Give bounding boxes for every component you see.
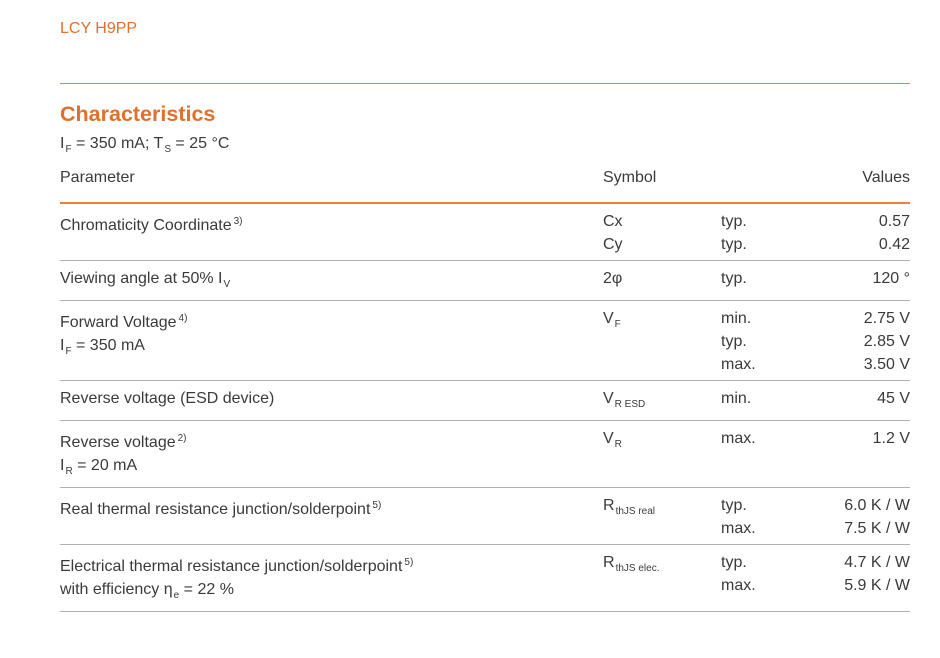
parameter-name: Forward Voltage xyxy=(60,314,177,331)
value: 120 ° xyxy=(872,270,910,287)
value: 7.5 K / W xyxy=(844,520,910,537)
condition-value: = 20 mA xyxy=(72,457,138,474)
table-row xyxy=(60,301,910,381)
symbol-subscript: F xyxy=(614,319,621,330)
value-kind: typ. xyxy=(721,497,747,514)
symbol-main: Cy xyxy=(603,236,623,253)
cond-current-value: = 350 mA; T xyxy=(71,135,164,152)
symbol-subscript: R xyxy=(614,439,622,450)
parameter-condition xyxy=(60,454,603,483)
parameter-cell xyxy=(60,488,603,545)
symbol-main: V xyxy=(603,310,614,327)
symbol-line xyxy=(603,233,721,256)
symbol-main: V xyxy=(603,390,614,407)
value-kind: typ. xyxy=(721,270,747,287)
value: 4.7 K / W xyxy=(844,554,910,571)
cond-temp-sub: S xyxy=(164,144,171,155)
table-row xyxy=(60,545,910,612)
parameter-name: Electrical thermal resistance junction/solderpoint xyxy=(60,558,403,575)
value: 0.42 xyxy=(878,236,910,253)
condition-value: = 350 mA xyxy=(71,337,145,354)
table-row xyxy=(60,488,910,545)
parameter-condition xyxy=(60,334,603,363)
value-cell xyxy=(811,488,910,545)
value-kind: typ. xyxy=(721,236,747,253)
parameter-name: Chromaticity Coordinate xyxy=(60,217,232,234)
header-divider xyxy=(60,83,910,84)
symbol-line xyxy=(603,267,721,290)
symbol-line xyxy=(603,551,721,580)
parameter-line xyxy=(60,387,603,410)
test-conditions xyxy=(60,135,229,155)
cond-current-symbol: I xyxy=(60,135,65,152)
value-kind: min. xyxy=(721,310,752,327)
table-row xyxy=(60,381,910,421)
kind-cell xyxy=(721,545,811,612)
value-kind: max. xyxy=(721,520,756,537)
parameter-cell xyxy=(60,261,603,301)
symbol-main: R xyxy=(603,554,615,571)
value: 0.57 xyxy=(878,213,910,230)
symbol-cell xyxy=(603,261,721,301)
table-body xyxy=(60,203,910,612)
value: 5.9 K / W xyxy=(844,577,910,594)
condition-symbol: with efficiency η xyxy=(60,581,173,598)
value: 6.0 K / W xyxy=(844,497,910,514)
symbol-subscript: R ESD xyxy=(614,399,646,410)
value: 3.50 V xyxy=(863,356,910,373)
condition-subscript: F xyxy=(65,346,72,357)
characteristics-table xyxy=(60,168,910,612)
header-values: Values xyxy=(862,169,910,186)
table-header-row xyxy=(60,168,910,203)
parameter-line xyxy=(60,494,603,521)
value: 2.85 V xyxy=(863,333,910,350)
symbol-line xyxy=(603,387,721,416)
value-kind: min. xyxy=(721,390,752,407)
kind-cell xyxy=(721,381,811,421)
symbol-line xyxy=(603,307,721,336)
condition-value: = 22 % xyxy=(179,581,234,598)
parameter-cell xyxy=(60,545,603,612)
value-kind: max. xyxy=(721,356,756,373)
symbol-cell xyxy=(603,488,721,545)
parameter-name: Viewing angle at 50% I xyxy=(60,270,223,287)
parameter-line xyxy=(60,551,603,578)
value-kind: max. xyxy=(721,430,756,447)
footnote-ref: 5) xyxy=(372,500,382,511)
parameter-cell xyxy=(60,381,603,421)
symbol-cell xyxy=(603,421,721,488)
value-cell xyxy=(811,203,910,261)
value-cell xyxy=(811,421,910,488)
symbol-main: V xyxy=(603,430,614,447)
parameter-cell xyxy=(60,301,603,381)
symbol-cell xyxy=(603,301,721,381)
parameter-line xyxy=(60,307,603,334)
value-kind: max. xyxy=(721,577,756,594)
footnote-ref: 2) xyxy=(177,433,187,444)
symbol-cell xyxy=(603,203,721,261)
symbol-cell xyxy=(603,545,721,612)
parameter-line xyxy=(60,427,603,454)
symbol-subscript: thJS elec. xyxy=(615,563,660,574)
parameter-cell xyxy=(60,203,603,261)
symbol-line xyxy=(603,494,721,523)
parameter-name: Real thermal resistance junction/solderpoint xyxy=(60,501,371,518)
value-kind: typ. xyxy=(721,213,747,230)
product-name: LCY H9PP xyxy=(60,20,138,37)
kind-cell xyxy=(721,421,811,488)
section-title: Characteristics xyxy=(60,102,216,126)
table-row xyxy=(60,421,910,488)
symbol-main: 2φ xyxy=(603,270,623,287)
header-parameter: Parameter xyxy=(60,169,135,186)
symbol-line xyxy=(603,427,721,456)
symbol-line xyxy=(603,210,721,233)
parameter-name: Reverse voltage xyxy=(60,434,176,451)
value-cell xyxy=(811,261,910,301)
footnote-ref: 3) xyxy=(233,216,243,227)
value: 45 V xyxy=(877,390,910,407)
value-kind: typ. xyxy=(721,554,747,571)
cond-temp-value: = 25 °C xyxy=(170,135,230,152)
table-row xyxy=(60,203,910,261)
value: 2.75 V xyxy=(863,310,910,327)
condition-subscript: R xyxy=(65,466,73,477)
parameter-condition xyxy=(60,578,603,607)
parameter-name: Reverse voltage (ESD device) xyxy=(60,390,275,407)
kind-cell xyxy=(721,301,811,381)
value: 1.2 V xyxy=(872,430,910,447)
value-cell xyxy=(811,301,910,381)
kind-cell xyxy=(721,488,811,545)
parameter-line xyxy=(60,210,603,237)
parameter-subscript: V xyxy=(223,279,231,290)
kind-cell xyxy=(721,261,811,301)
symbol-cell xyxy=(603,381,721,421)
footnote-ref: 5) xyxy=(404,557,414,568)
cond-current-sub: F xyxy=(65,144,72,155)
symbol-main: R xyxy=(603,497,615,514)
header-kind xyxy=(721,168,811,203)
condition-symbol: I xyxy=(60,337,65,354)
condition-symbol: I xyxy=(60,457,65,474)
value-cell xyxy=(811,545,910,612)
table-row xyxy=(60,261,910,301)
header-symbol: Symbol xyxy=(603,169,657,186)
value-cell xyxy=(811,381,910,421)
parameter-cell xyxy=(60,421,603,488)
condition-subscript: e xyxy=(173,590,180,601)
parameter-line xyxy=(60,267,603,296)
value-kind: typ. xyxy=(721,333,747,350)
kind-cell xyxy=(721,203,811,261)
symbol-main: Cx xyxy=(603,213,623,230)
footnote-ref: 4) xyxy=(178,313,188,324)
symbol-subscript: thJS real xyxy=(615,506,656,517)
